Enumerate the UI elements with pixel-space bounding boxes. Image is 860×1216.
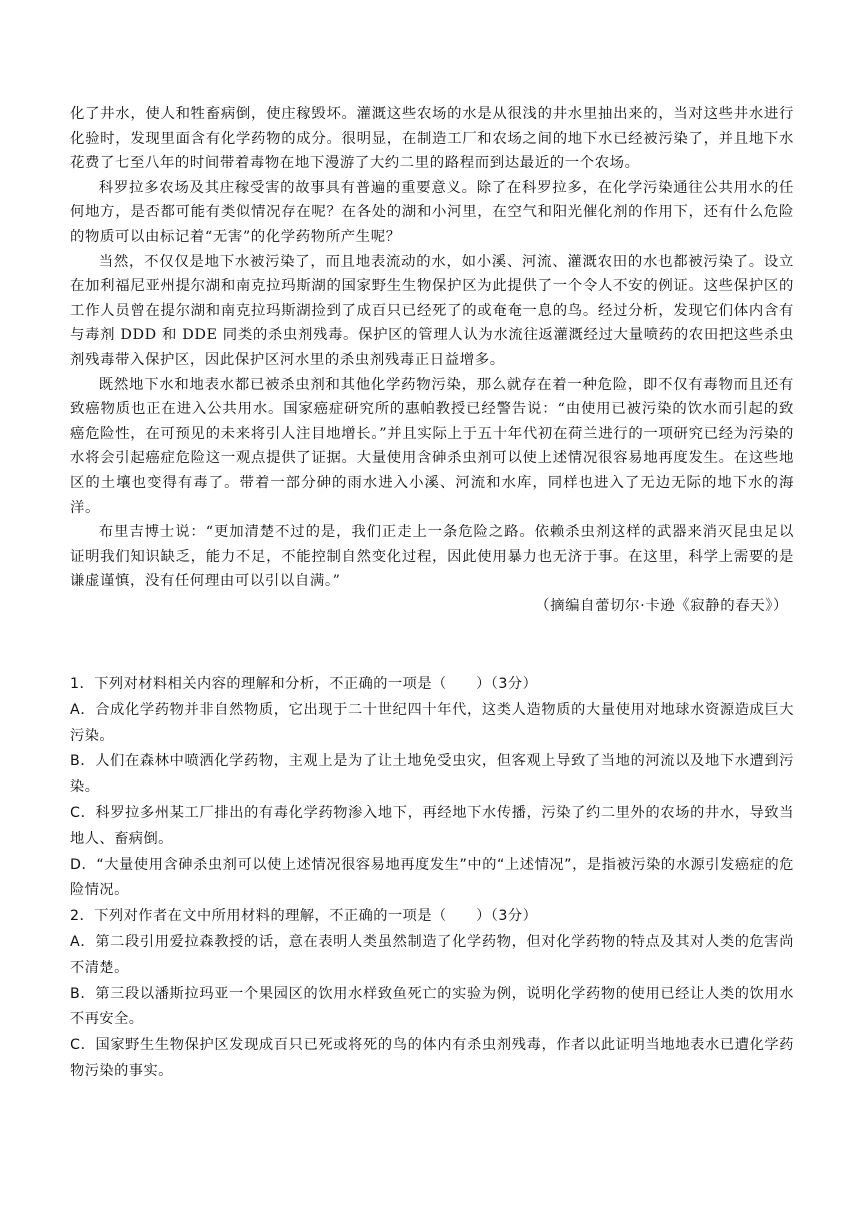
passage-paragraph: 化了井水，使人和牲畜病倒，使庄稼毁坏。灌溉这些农场的水是从很浅的井水里抽出来的，当对这些井水进行化验时，发现里面含有化学药物的成分。很明显，在制造工厂和农场之间的地下水已经被污染了，并且地下水花费了七至八年的时间带着毒物在地下漫游了大约二里的路程而到达最近的一个农场。 [70, 106, 794, 172]
question-1-option-a: A．合成化学药物并非自然物质，它出现于二十世纪四十年代，这类人造物质的大量使用对地球水资源造成巨大污染。 [70, 701, 794, 744]
reading-passage [70, 102, 794, 618]
passage-paragraph: 当然，不仅仅是地下水被污染了，而且地表流动的水，如小溪、河流、灌溉农田的水也都被污染了。设立在加利福尼亚州提尔湖和南克拉玛斯湖的国家野生生物保护区为此提供了一个令人不安的例证。这些保护区的工作人员曾在提尔湖和南克拉玛斯湖捡到了成百只已经死了的或奄奄一息的鸟。经过分析，发现它们体内含有与毒剂 DDD 和 DDE 同类的杀虫剂残毒。保护区的管理人认为水流往返灌溉经过大量喷药的农田把这些杀虫剂残毒带入保护区，因此保护区河水里的杀虫剂残毒正日益增多。 [70, 253, 794, 368]
question-1-option-c: C．科罗拉多州某工厂排出的有毒化学药物渗入地下，再经地下水传播，污染了约二里外的农场的井水，导致当地人、畜病倒。 [70, 804, 794, 847]
question-2-option-c: C．国家野生生物保护区发现成百只已死或将死的鸟的体内有杀虫剂残毒，作者以此证明当地地表水已遭化学药物污染的事实。 [70, 1037, 794, 1079]
question-1-option-d: D．“大量使用含砷杀虫剂可以使上述情况很容易地再度发生”中的“上述情况”，是指被污染的水源引发癌症的危险情况。 [70, 856, 794, 899]
question-1-option-b: B．人们在森林中喷洒化学药物，主观上是为了让土地免受虫灾，但客观上导致了当地的河流以及地下水遭到污染。 [70, 753, 794, 796]
passage-paragraph: 既然地下水和地表水都已被杀虫剂和其他化学药物污染，那么就存在着一种危险，即不仅有毒物而且还有致癌物质也正在进入公共用水。国家癌症研究所的惠帕教授已经警告说：“由使用已被污染的饮水而引起的致癌危险性，在可预见的未来将引人注目地增长。”并且实际上于五十年代初在荷兰进行的一项研究已经为污染的水将会引起癌症危险这一观点提供了证据。大量使用含砷杀虫剂可以使上述情况很容易地再度发生。在这些地区的土壤也变得有毒了。带着一部分砷的雨水进入小溪、河流和水库，同样也进入了无边无际的地下水的海洋。 [70, 376, 794, 516]
question-section [70, 672, 794, 1085]
question-2-stem: 2．下列对作者在文中所用材料的理解，不正确的一项是（ ）（3分） [70, 908, 538, 925]
question-2-option-b: B．第三段以潘斯拉玛亚一个果园区的饮用水样致鱼死亡的实验为例，说明化学药物的使用已经让人类的饮用水不再安全。 [70, 985, 794, 1028]
question-2-option-a: A．第二段引用爱拉森教授的话，意在表明人类虽然制造了化学药物，但对化学药物的特点及其对人类的危害尚不清楚。 [70, 933, 794, 976]
passage-paragraph: 科罗拉多农场及其庄稼受害的故事具有普遍的重要意义。除了在科罗拉多，在化学污染通往公共用水的任何地方，是否都可能有类似情况存在呢？在各处的湖和小河里，在空气和阳光催化剂的作用下，还有什么危险的物质可以由标记着“无害”的化学药物所产生呢？ [70, 179, 794, 245]
source-citation: （摘编自蕾切尔·卡逊《寂静的春天》） [535, 597, 788, 614]
passage-paragraph: 布里吉博士说：“更加清楚不过的是，我们正走上一条危险之路。依赖杀虫剂这样的武器来消灭昆虫足以证明我们知识缺乏，能力不足，不能控制自然变化过程，因此使用暴力也无济于事。在这里，科学上需要的是谦虚谨慎，没有任何理由可以引以自满。” [70, 524, 794, 590]
question-1-stem: 1．下列对材料相关内容的理解和分析，不正确的一项是（ ）（3分） [70, 676, 538, 692]
